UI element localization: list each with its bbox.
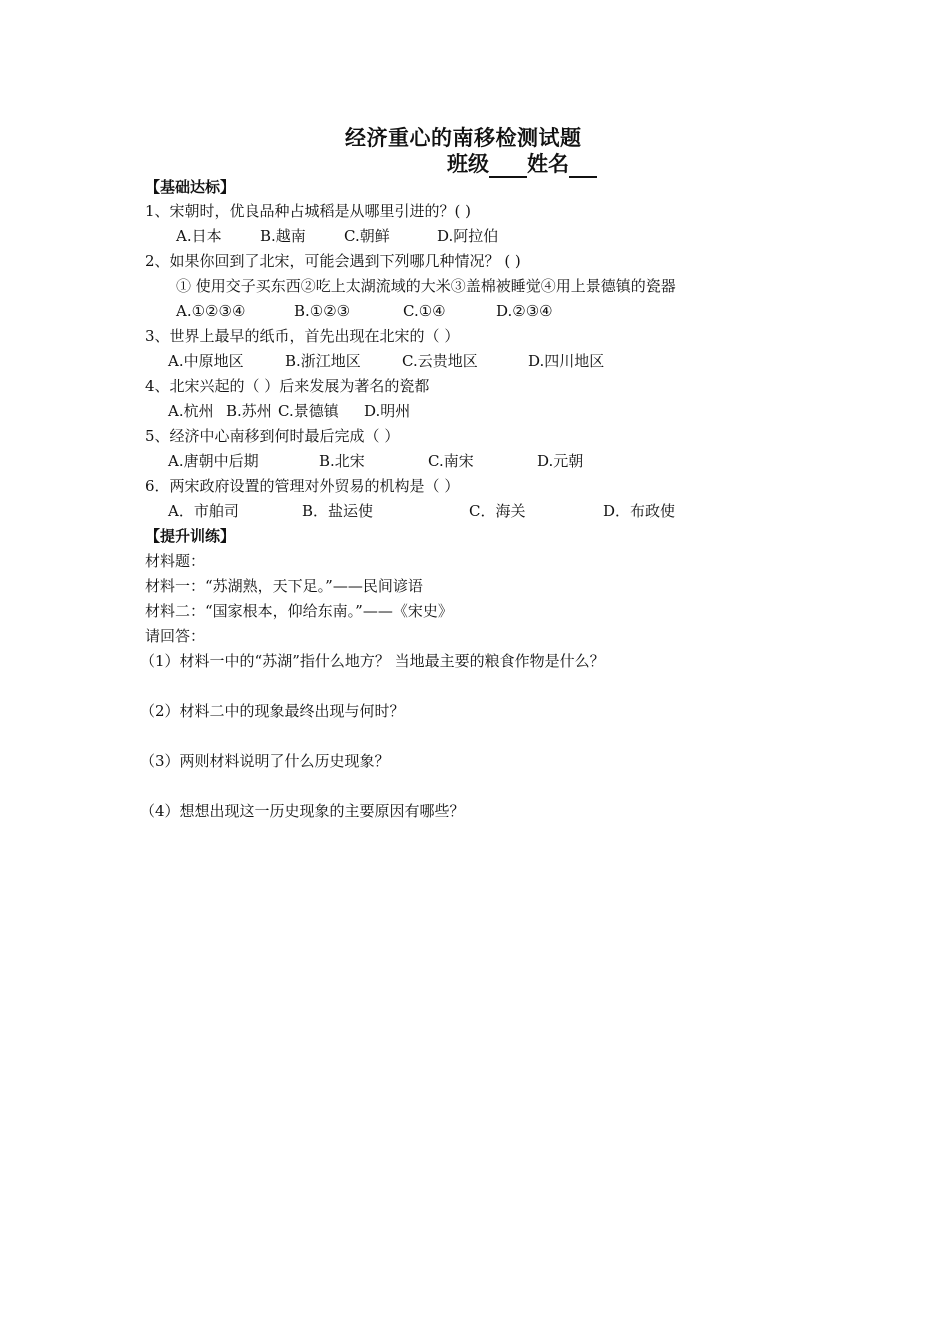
q1-option-d: D.阿拉伯 (437, 227, 499, 245)
question-6-stem: 6．两宋政府设置的管理对外贸易的机构是（ ） (145, 477, 460, 495)
page-title: 经济重心的南移检测试题 (345, 126, 582, 150)
q5-option-b: B.北宋 (319, 452, 365, 470)
question-4-stem: 4、北宋兴起的（ ）后来发展为著名的瓷都 (145, 377, 430, 395)
q2-option-a: A.①②③④ (176, 302, 246, 320)
q1-option-a: A.日本 (176, 227, 222, 245)
question-3-stem: 3、世界上最早的纸币，首先出现在北宋的（ ） (145, 327, 460, 345)
q4-option-c: C.景德镇 (278, 402, 339, 420)
name-blank (569, 156, 597, 178)
material-two: 材料二：“国家根本，仰给东南。”——《宋史》 (145, 602, 453, 620)
q6-option-b: B．盐运使 (302, 502, 374, 520)
q6-option-c: C．海关 (469, 502, 526, 520)
sub-question-3: （3）两则材料说明了什么历史现象？ (140, 752, 390, 770)
q4-option-b: B.苏州 (226, 402, 272, 420)
question-1-stem: 1、宋朝时，优良品种占城稻是从哪里引进的？( ) (145, 202, 472, 220)
sub-question-2: （2）材料二中的现象最终出现与何时？ (140, 702, 405, 720)
q4-option-a: A.杭州 (168, 402, 214, 420)
section-heading-advanced: 【提升训练】 (145, 527, 236, 545)
answer-prompt: 请回答： (145, 627, 206, 645)
material-intro: 材料题： (145, 552, 206, 570)
q3-option-c: C.云贵地区 (402, 352, 478, 370)
q2-option-d: D.②③④ (496, 302, 553, 320)
q4-option-d: D.明州 (364, 402, 411, 420)
q2-option-c: C.①④ (403, 302, 446, 320)
q5-option-c: C.南宋 (428, 452, 474, 470)
sub-question-4: （4）想想出现这一历史现象的主要原因有哪些？ (140, 802, 465, 820)
class-blank (489, 156, 527, 178)
material-one: 材料一：“苏湖熟，天下足。”——民间谚语 (145, 577, 423, 595)
q6-option-a: A．市舶司 (168, 502, 239, 520)
q3-option-a: A.中原地区 (168, 352, 244, 370)
question-5-stem: 5、经济中心南移到何时最后完成（ ） (145, 427, 400, 445)
question-2-note: ① 使用交子买东西②吃上太湖流域的大米③盖棉被睡觉④用上景德镇的瓷器 (176, 277, 676, 295)
q2-option-b: B.①②③ (294, 302, 351, 320)
q5-option-a: A.唐朝中后期 (168, 452, 259, 470)
q6-option-d: D．布政使 (603, 502, 676, 520)
name-label: 姓名 (527, 152, 569, 176)
question-2-stem: 2、如果你回到了北宋，可能会遇到下列哪几种情况？ ( ) (145, 252, 521, 270)
q5-option-d: D.元朝 (537, 452, 584, 470)
class-name-line (447, 148, 597, 178)
q3-option-b: B.浙江地区 (285, 352, 361, 370)
class-label: 班级 (447, 152, 489, 176)
q1-option-c: C.朝鲜 (344, 227, 390, 245)
q3-option-d: D.四川地区 (528, 352, 605, 370)
section-heading-basic: 【基础达标】 (145, 178, 236, 196)
sub-question-1: （1）材料一中的“苏湖”指什么地方？ 当地最主要的粮食作物是什么？ (140, 652, 605, 670)
q1-option-b: B.越南 (260, 227, 306, 245)
